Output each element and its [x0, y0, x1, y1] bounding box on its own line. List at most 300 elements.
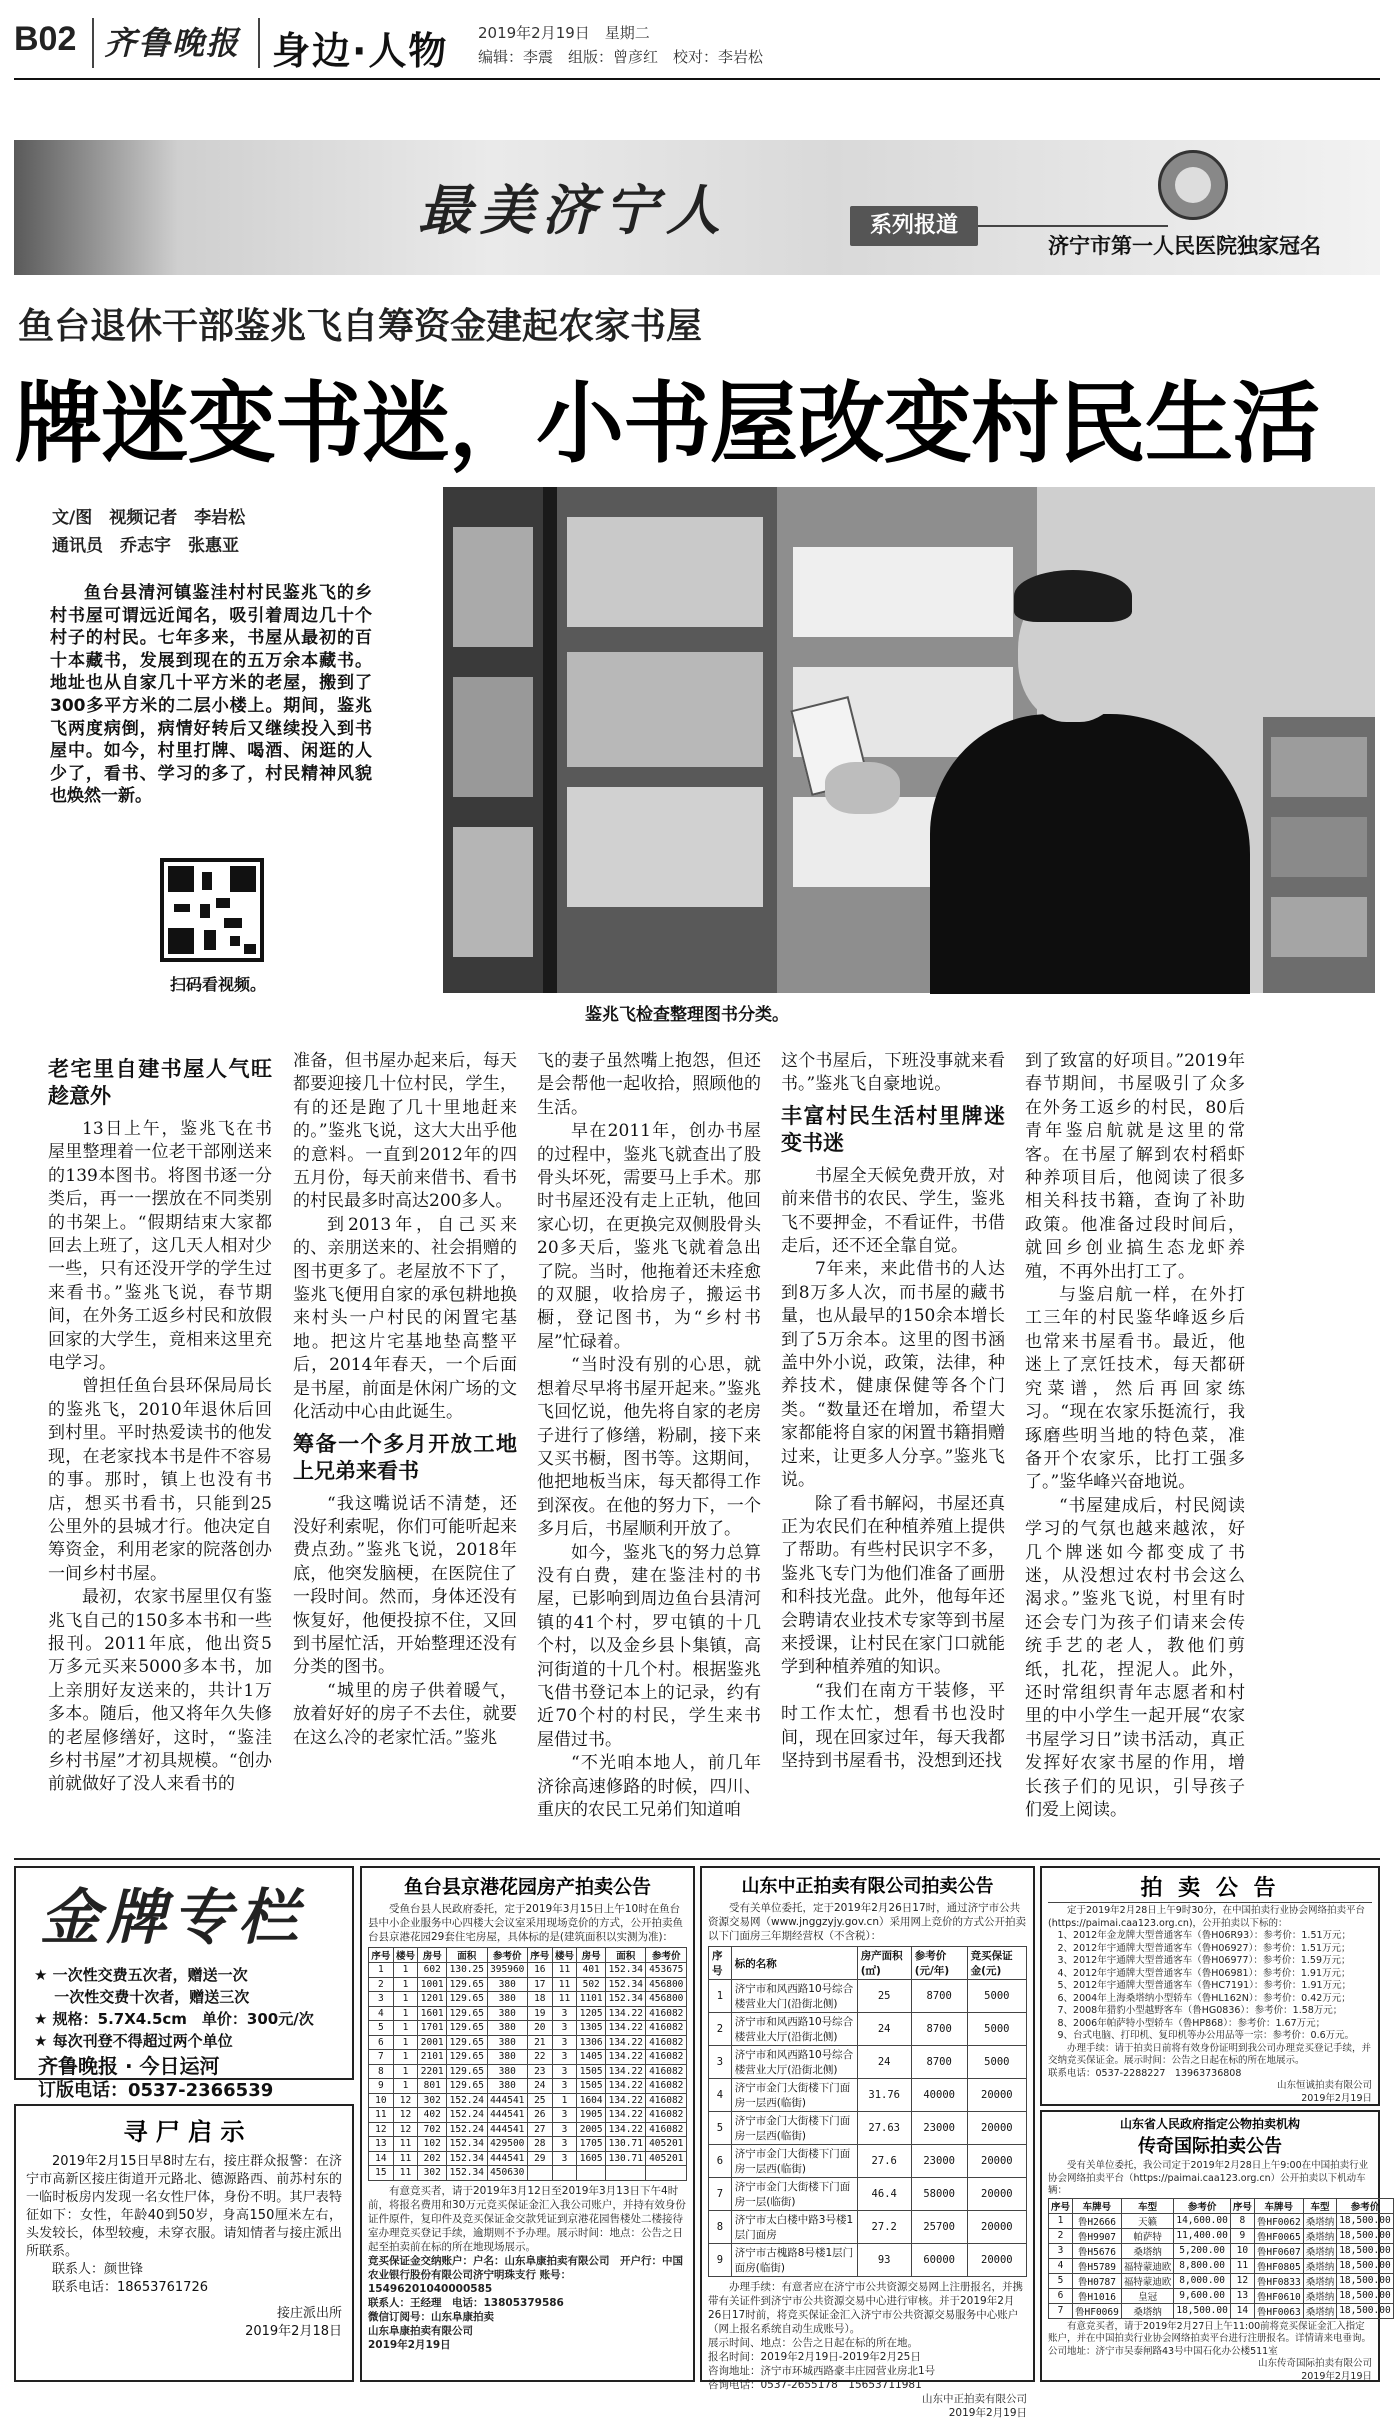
- table-cell: 桑塔纳: [1303, 2273, 1337, 2288]
- chuanqi-table: [1048, 2198, 1394, 2319]
- table-header-cell: 车型: [1121, 2198, 1174, 2213]
- table-cell: 28: [527, 2137, 552, 2152]
- table-cell: 11: [369, 2108, 394, 2123]
- table-cell: 桑塔纳: [1303, 2243, 1337, 2258]
- table-cell: 3: [552, 2064, 577, 2079]
- chuanqi-head: 山东省人民政府指定公物拍卖机构: [1119, 2117, 1300, 2131]
- table-cell: 24: [527, 2079, 552, 2094]
- staff-line: 编辑：李震 组版：曾彦红 校对：李岩松: [478, 48, 764, 66]
- table-cell: 9: [709, 2244, 732, 2277]
- table-cell: 26: [527, 2108, 552, 2123]
- table-cell: 380: [487, 1977, 527, 1992]
- ad-zhongzheng: [700, 1866, 1035, 2419]
- body-paragraph: 13日上午，鉴兆飞在书屋里整理着一位老干部刚送来的139本图书。将图书逐一分类后，再一一摆放在不同类别的书架上。“假期结束大家都回去上班了，这几天人相对少一些，只有还没开学的学生过来看书。”鉴兆飞说，春节期间，在外务工返乡村民和放假回家的大学生，竟相来这里充电学习。: [48, 1119, 272, 1374]
- body-paragraph: “城里的房子供着暖气，放着好好的房子不去住，就要在这么冷的老家忙活。”鉴兆: [293, 1680, 517, 1748]
- table-cell: 桑塔纳: [1303, 2213, 1337, 2228]
- jinpai-phone: 订版电话：0537-2366539: [38, 2080, 274, 2101]
- table-cell: 456800: [646, 1977, 687, 1992]
- zhongzheng-title: 山东中正拍卖有限公司拍卖公告: [741, 1876, 994, 1897]
- section-title: 身边·人物: [272, 29, 449, 73]
- table-cell: 134.22: [606, 2122, 646, 2137]
- table-cell: 鲁HF0805: [1254, 2258, 1303, 2273]
- table-cell: 20000: [967, 2145, 1026, 2178]
- table-row: [709, 1980, 1027, 2013]
- table-cell: 桑塔纳: [1303, 2303, 1337, 2318]
- table-cell: 405201: [646, 2151, 687, 2166]
- table-cell: 129.65: [447, 2006, 487, 2021]
- table-cell: 福特蒙迪欧: [1121, 2258, 1174, 2273]
- table-cell: 5000: [967, 2013, 1026, 2046]
- paimai-items: [1048, 1930, 1372, 2043]
- table-cell: 134.22: [606, 2006, 646, 2021]
- qr-code-icon[interactable]: [160, 858, 264, 962]
- table-cell: 8: [369, 2064, 394, 2079]
- table-cell: 12: [1230, 2273, 1254, 2288]
- table-cell: 3: [552, 2108, 577, 2123]
- table-cell: 2: [369, 1977, 394, 1992]
- table-cell: 46.4: [857, 2178, 911, 2211]
- yutai-wechat: 微信订阅号：山东阜康拍卖: [368, 2310, 494, 2323]
- table-cell: 鲁HF0063: [1254, 2303, 1303, 2318]
- table-cell: 鲁HF0065: [1254, 2228, 1303, 2243]
- table-cell: 152.34: [606, 1992, 646, 2007]
- table-cell: 5: [709, 2112, 732, 2145]
- table-cell: 129.65: [447, 2079, 487, 2094]
- table-row: [709, 2178, 1027, 2211]
- table-header-cell: 序号: [1230, 2198, 1254, 2213]
- table-cell: 1305: [577, 2021, 606, 2036]
- table-cell: 9,600.00: [1174, 2288, 1230, 2303]
- table-cell: 60000: [911, 2244, 967, 2277]
- table-cell: 18,500.00: [1337, 2273, 1393, 2288]
- table-cell: 济宁市金门大街楼下门面房一层西(临街): [731, 2112, 857, 2145]
- body-paragraph: “不光咱本地人，前几年济徐高速修路的时候，四川、重庆的农民工兄弟们知道咱: [537, 1753, 761, 1820]
- table-header-cell: 房号: [577, 1948, 606, 1963]
- photo-person: [930, 714, 1250, 994]
- table-cell: 3: [552, 2079, 577, 2094]
- auction-item: 1、2012年金龙牌大型普通客车（鲁H06R93）：参考价：1.51万元；: [1057, 1930, 1352, 1941]
- table-cell: 天籁: [1121, 2213, 1174, 2228]
- yutai-contact: 联系人：王经理 电话：13805379586: [368, 2296, 564, 2309]
- table-row: [709, 2079, 1027, 2112]
- table-cell: 1: [709, 1980, 732, 2013]
- table-cell: 1405: [577, 2050, 606, 2065]
- table-cell: 14: [1230, 2303, 1254, 2318]
- table-row: [369, 2108, 687, 2123]
- table-cell: 405201: [646, 2137, 687, 2152]
- auction-item: 6、2004年上海桑塔纳小型轿车（鲁HL162N）：参考价：0.42万元；: [1057, 1992, 1351, 2004]
- table-cell: 1505: [577, 2079, 606, 2094]
- auction-item: 8、2006年帕萨特小型轿车（鲁HP868）：参考价：1.67万元；: [1057, 2017, 1326, 2029]
- table-cell: 12: [369, 2122, 394, 2137]
- table-cell: 152.34: [447, 2166, 487, 2181]
- table-cell: 1605: [577, 2151, 606, 2166]
- table-row: [369, 1992, 687, 2007]
- table-cell: 桑塔纳: [1303, 2258, 1337, 2273]
- jinpai-paper: 齐鲁晚报 · 今日运河: [38, 2054, 220, 2078]
- table-cell: 2: [1049, 2228, 1073, 2243]
- table-cell: 7: [709, 2178, 732, 2211]
- table-cell: 3: [552, 2006, 577, 2021]
- hospital-logo-icon: [1158, 150, 1228, 220]
- article-headline: 牌迷变书迷，小书屋改变村民生活: [14, 372, 1320, 475]
- xunshi-title: 寻 尸 启 示: [123, 2118, 245, 2146]
- table-cell: 202: [418, 2151, 447, 2166]
- table-cell: 380: [487, 2050, 527, 2065]
- zhongzheng-phone: 咨询电话：0537-2655178 15653711981: [708, 2379, 922, 2391]
- table-cell: 3: [709, 2046, 732, 2079]
- table-cell: 11: [393, 2151, 418, 2166]
- body-paragraph: 如今，鉴兆飞的努力总算没有白费，建在鉴洼村的书屋，已影响到周边鱼台县清河镇的41个村，罗屯镇的十几个村，以及金乡县卜集镇，高河街道的十几个村。根据鉴兆飞借书登记本上的记录，约有近70个村的村民，学生来书屋借过书。: [537, 1542, 761, 1750]
- table-cell: 380: [487, 2021, 527, 2036]
- table-cell: 29: [527, 2151, 552, 2166]
- banner-line: [978, 225, 1168, 227]
- auction-item: 2、2012年宇通牌大型普通客车（鲁H06927）：参考价：1.51万元；: [1057, 1942, 1351, 1954]
- table-cell: 5000: [967, 1980, 1026, 2013]
- table-cell: 8700: [911, 2013, 967, 2046]
- table-cell: 11: [552, 1992, 577, 2007]
- table-cell: 1101: [577, 1992, 606, 2007]
- table-cell: 22: [527, 2050, 552, 2065]
- table-row: [369, 2021, 687, 2036]
- table-cell: 18: [527, 1992, 552, 2007]
- table-header-cell: 楼号: [393, 1948, 418, 1963]
- table-cell: 456800: [646, 1992, 687, 2007]
- table-row: [369, 2079, 687, 2094]
- table-cell: 1: [393, 1977, 418, 1992]
- table-cell: 4: [1049, 2258, 1073, 2273]
- table-cell: 18,500.00: [1337, 2228, 1393, 2243]
- zhongzheng-enroll: 报名时间：2019年2月19日-2019年2月25日: [708, 2351, 921, 2363]
- table-cell: 鲁HF0833: [1254, 2273, 1303, 2288]
- jinpai-line: ★ 每次刊登不得超过两个单位: [34, 2032, 233, 2050]
- table-cell: 12: [393, 2093, 418, 2108]
- date-line: 2019年2月19日 星期二: [478, 24, 650, 42]
- table-cell: 8: [1230, 2213, 1254, 2228]
- table-cell: 152.24: [447, 2122, 487, 2137]
- table-row: [1049, 2228, 1394, 2243]
- header-rule: [14, 78, 1380, 80]
- table-cell: 桑塔纳: [1303, 2288, 1337, 2303]
- section-heading: 丰富村民生活村里牌迷变书迷: [781, 1103, 1005, 1155]
- table-cell: 1604: [577, 2093, 606, 2108]
- table-cell: 58000: [911, 2178, 967, 2211]
- table-cell: 20: [527, 2021, 552, 2036]
- table-cell: 444541: [487, 2122, 527, 2137]
- paimai-date: 2019年2月19日: [1301, 2092, 1372, 2104]
- chuanqi-title: 传奇国际拍卖公告: [1138, 2136, 1282, 2157]
- chuanqi-company: 山东传奇国际拍卖有限公司: [1257, 2358, 1372, 2369]
- table-cell: 25: [857, 1980, 911, 2013]
- body-paragraph: “书屋建成后，村民阅读学习的气氛也越来越浓，好几个牌迷如今都变成了书迷，从没想过农村书会这么渴求。”鉴兆飞说，村里有时还会专门为孩子们请来会传统手艺的老人，教他们剪纸，扎花，捏泥人。此外，还时常组织青年志愿者和村里的中小学生一起开展“农家书屋学习日”读书活动，真正发挥好农家书屋的作用，增长孩子们的见识，引导孩子们爱上阅读。: [1025, 1495, 1245, 1820]
- table-cell: 6: [1049, 2288, 1073, 2303]
- table-cell: 5000: [967, 2046, 1026, 2079]
- table-cell: 5: [369, 2021, 394, 2036]
- zhongzheng-table: [708, 1946, 1027, 2277]
- table-cell: 8,800.00: [1174, 2258, 1230, 2273]
- table-cell: 401: [577, 1963, 606, 1978]
- table-cell: 18,500.00: [1174, 2303, 1230, 2318]
- article-lede: 鱼台县清河镇鉴洼村村民鉴兆飞的乡村书屋可谓远近闻名，吸引着周边几十个村子的村民。七年多来，书屋从最初的百十本藏书，发展到现在的五万余本藏书。地址也从自家几十平方米的老屋，搬到了300多平方米的二层小楼上。期间，鉴兆飞两度病倒，病情好转后又继续投入到书屋中。如今，村里打牌、喝酒、闲逛的人少了，看书、学习的多了，村民精神风貌也焕然一新。: [50, 583, 372, 807]
- table-header-cell: 序号: [527, 1948, 552, 1963]
- table-cell: 4: [369, 2006, 394, 2021]
- table-cell: 帕萨特: [1121, 2228, 1174, 2243]
- yutai-title: 鱼台县京港花园房产拍卖公告: [403, 1876, 651, 1898]
- table-cell: 8: [709, 2211, 732, 2244]
- table-cell: 129.65: [447, 2064, 487, 2079]
- body-paragraph: 飞的妻子虽然嘴上抱怨，但还是会帮他一起收拾，照顾他的生活。: [537, 1051, 761, 1118]
- table-cell: 102: [418, 2137, 447, 2152]
- paimai-intro: 定于2019年2月28日上午9时30分，在中国拍卖行业协会网络拍卖平台(https://paimai.caa123.org.cn)，公开拍卖以下标的：: [1048, 1905, 1365, 1929]
- table-cell: 1: [552, 2093, 577, 2108]
- table-cell: 1: [393, 1992, 418, 2007]
- table-cell: 鲁H2666: [1073, 2213, 1122, 2228]
- byline: 文/图 视频记者 李岩松: [52, 508, 246, 528]
- table-cell: 134.22: [606, 2108, 646, 2123]
- table-cell: 1306: [577, 2035, 606, 2050]
- xunshi-phone: 联系电话：18653761726: [52, 2280, 208, 2295]
- chuanqi-footer: 有意竞买者，请于2019年2月27日上午11:00前将竞买保证金汇入指定账户，并在中国拍卖行业协会网络拍卖平台进行注册报名。详情请来电垂询。: [1048, 2320, 1372, 2344]
- table-cell: 134.22: [606, 2079, 646, 2094]
- table-cell: 16: [527, 1963, 552, 1978]
- table-cell: 380: [487, 2079, 527, 2094]
- table-cell: 3: [552, 2122, 577, 2137]
- table-header-cell: 楼号: [552, 1948, 577, 1963]
- table-cell: 13: [369, 2137, 394, 2152]
- paimai-title: 拍 卖 公 告: [1048, 1871, 1372, 1903]
- xunshi-body: 2019年2月15日早8时左右，接庄群众报警：在济宁市高新区接庄街道开元路北、德源路西、前苏村东的一临时板房内发现一名女性尸体，身份不明。其尸表特征如下：女性，年龄40到50岁，身高150厘米左右，头发较长，体型较瘦，未穿衣服。请知情者与接庄派出所联系。: [26, 2154, 342, 2259]
- ad-section-divider: [14, 1858, 1380, 1860]
- table-cell: 18,500.00: [1337, 2258, 1393, 2273]
- table-cell: 429500: [487, 2137, 527, 2152]
- byline: 通讯员 乔志宇 张惠亚: [52, 536, 239, 556]
- table-cell: 3: [552, 2151, 577, 2166]
- body-column-5: [1025, 1050, 1245, 1852]
- table-cell: 3: [552, 2050, 577, 2065]
- table-cell: 380: [487, 2006, 527, 2021]
- jinpai-line: ★ 一次性交费五次者，赠送一次: [34, 1966, 248, 1984]
- table-cell: 1505: [577, 2064, 606, 2079]
- table-cell: 15: [369, 2166, 394, 2181]
- table-row: [369, 2064, 687, 2079]
- table-cell: 444541: [487, 2093, 527, 2108]
- table-cell: 416082: [646, 2122, 687, 2137]
- table-cell: 10: [369, 2093, 394, 2108]
- auction-item: 9、台式电脑、打印机、复印机等办公用品等一宗：参考价：0.6万元。: [1057, 2030, 1355, 2041]
- table-cell: 380: [487, 2035, 527, 2050]
- table-cell: 1: [393, 2006, 418, 2021]
- yutai-account: 竞买保证金交纳账户：户名：山东阜康拍卖有限公司 开户行：中国农业银行股份有限公司济宁明珠支行 账号：15496201040000585: [368, 2254, 683, 2295]
- table-cell: 134.22: [606, 2021, 646, 2036]
- table-cell: 13: [1230, 2288, 1254, 2303]
- table-header-cell: 参考价: [1337, 2198, 1393, 2213]
- table-cell: 129.65: [447, 1992, 487, 2007]
- table-header-cell: 车型: [1303, 2198, 1337, 2213]
- table-row: [369, 2035, 687, 2050]
- table-cell: 1701: [418, 2021, 447, 2036]
- body-paragraph: “当时没有别的心思，就想着尽早将书屋开起来。”鉴兆飞回忆说，他先将自家的老房子进行了修缮，粉刷，接下来又买书橱，图书等。这期间，他把地板当床，每天都得工作到深夜。在他的努力下，一个多月后，书屋顺利开放了。: [537, 1355, 761, 1540]
- table-cell: [646, 2166, 687, 2181]
- table-row: [1049, 2243, 1394, 2258]
- table-cell: 18,500.00: [1337, 2303, 1393, 2318]
- zhongzheng-date: 2019年2月19日: [948, 2407, 1027, 2419]
- table-row: [1049, 2273, 1394, 2288]
- table-cell: 鲁H0787: [1073, 2273, 1122, 2288]
- table-cell: 14: [369, 2151, 394, 2166]
- table-cell: 450630: [487, 2166, 527, 2181]
- table-cell: 10: [1230, 2243, 1254, 2258]
- table-cell: 2201: [418, 2064, 447, 2079]
- table-header-cell: 参考价: [1174, 2198, 1230, 2213]
- table-cell: 鲁H1016: [1073, 2288, 1122, 2303]
- table-cell: 416082: [646, 2035, 687, 2050]
- table-cell: 鲁HF0069: [1073, 2303, 1122, 2318]
- table-cell: 8700: [911, 2046, 967, 2079]
- table-cell: 130.71: [606, 2137, 646, 2152]
- table-cell: 416082: [646, 2006, 687, 2021]
- table-header-cell: 车牌号: [1073, 2198, 1122, 2213]
- table-cell: 453675: [646, 1963, 687, 1978]
- table-header-cell: 标的名称: [731, 1947, 857, 1980]
- body-paragraph: 到2013年，自己买来的、亲朋送来的、社会捐赠的图书更多了。老屋放不下了，鉴兆飞便用自家的承包耕地换来村头一户村民的闲置宅基地。把这片宅基地垫高整平后，2014年春天，一个后面是书屋，前面是休闲广场的文化活动中心由此诞生。: [293, 1214, 517, 1423]
- xunshi-contact: 联系人：颜世锋: [52, 2262, 144, 2277]
- jinpai-line: 一次性交费十次者，赠送三次: [34, 1988, 250, 2006]
- table-cell: 5: [1049, 2273, 1073, 2288]
- table-row: [709, 2211, 1027, 2244]
- ad-paimai: [1040, 1866, 1380, 2106]
- table-cell: 152.34: [606, 1963, 646, 1978]
- table-cell: 9: [369, 2079, 394, 2094]
- ad-xunshi: [14, 2104, 354, 2382]
- section-heading: 老宅里自建书屋人气旺趁意外: [48, 1057, 272, 1108]
- table-row: [709, 2145, 1027, 2178]
- table-cell: 24: [857, 2046, 911, 2079]
- table-cell: 3: [552, 2137, 577, 2152]
- table-cell: 129.65: [447, 2050, 487, 2065]
- table-cell: 302: [418, 2093, 447, 2108]
- ad-yutai: [360, 1866, 695, 2382]
- table-cell: 9: [1230, 2228, 1254, 2243]
- header-divider: [92, 18, 94, 68]
- table-cell: 鲁HF0062: [1254, 2213, 1303, 2228]
- table-row: [369, 2122, 687, 2137]
- table-cell: 23: [527, 2064, 552, 2079]
- photo-hand: [825, 762, 900, 814]
- table-cell: 444541: [487, 2151, 527, 2166]
- table-cell: 2101: [418, 2050, 447, 2065]
- table-row: [709, 2013, 1027, 2046]
- body-paragraph: 准备，但书屋办起来后，每天都要迎接几十位村民，学生，有的还是跑了几十里地赶来的。”鉴兆飞说，这大大出乎他的意料。一直到2012年的四五月份，每天前来借书、看书的村民最多时高达200多人。: [293, 1051, 517, 1212]
- body-paragraph: 到了致富的好项目。”2019年春节期间，书屋吸引了众多在外务工返乡的村民，80后青年鉴启航就是这里的常客。在书屋了解到农村稻虾种养项目后，他阅读了很多相关科技书籍，查询了补助政策。他准备过段时间后，就回乡创业搞生态龙虾养殖，不再外出打工了。: [1025, 1051, 1245, 1282]
- table-cell: 桑塔纳: [1121, 2303, 1174, 2318]
- table-cell: 皇冠: [1121, 2288, 1174, 2303]
- table-cell: 济宁市太白楼中路3号楼1层门面房: [731, 2211, 857, 2244]
- article-subtitle: 鱼台退休干部鉴兆飞自筹资金建起农家书屋: [18, 306, 703, 347]
- table-cell: 23000: [911, 2112, 967, 2145]
- table-cell: 395960: [487, 1963, 527, 1978]
- table-cell: 2: [709, 2013, 732, 2046]
- table-cell: 416082: [646, 2079, 687, 2094]
- table-cell: 3: [552, 2035, 577, 2050]
- yutai-table: [368, 1947, 687, 2181]
- table-row: [709, 2046, 1027, 2079]
- jinpai-title: 金牌专栏: [40, 1883, 304, 1953]
- table-cell: 鲁HF0610: [1254, 2288, 1303, 2303]
- table-cell: 416082: [646, 2093, 687, 2108]
- sponsor-name: 济宁市第一人民医院独家冠名: [1048, 234, 1321, 258]
- table-cell: 129.65: [447, 2021, 487, 2036]
- table-cell: [552, 2166, 577, 2181]
- table-cell: 93: [857, 2244, 911, 2277]
- table-cell: 3: [369, 1992, 394, 2007]
- table-cell: 1601: [418, 2006, 447, 2021]
- table-cell: 502: [577, 1977, 606, 1992]
- body-paragraph: 7年来，来此借书的人达到8万多人次，而书屋的藏书量，也从最早的150余本增长到了5万余本。这里的图书涵盖中外小说，政策，法律，种养技术，健康保健等各个门类。“数量还在增加，希望大家都能将自家的闲置书籍捐赠过来，让更多人分享。”鉴兆飞说。: [781, 1259, 1005, 1491]
- body-paragraph: 这个书屋后，下班没事就来看书。”鉴兆飞自豪地说。: [781, 1051, 1005, 1095]
- paimai-footer: 办理手续：请于拍卖日前将有效身份证明到我公司办理竞买登记手续，并交纳竞买保证金。展示时间：公告之日起在标的所在地展示。: [1048, 2042, 1372, 2066]
- zhongzheng-intro: 受有关单位委托，定于2019年2月26日17时，通过济宁市公共资源交易网（www.jnggzyjy.gov.cn）采用网上竞价的方式公开拍卖以下门面房三年期经营权（不含税）：: [708, 1902, 1026, 1942]
- table-cell: 济宁市古槐路8号楼1层门面房(临街): [731, 2244, 857, 2277]
- table-row: [1049, 2258, 1394, 2273]
- table-cell: 416082: [646, 2050, 687, 2065]
- table-cell: 14,600.00: [1174, 2213, 1230, 2228]
- table-cell: 20000: [967, 2112, 1026, 2145]
- table-cell: 11,400.00: [1174, 2228, 1230, 2243]
- table-cell: 3: [552, 2021, 577, 2036]
- body-column-2: [293, 1050, 517, 1852]
- table-cell: 19: [527, 2006, 552, 2021]
- table-cell: 济宁市和风西路10号综合楼营业大厅(沿街北侧): [731, 2046, 857, 2079]
- yutai-footer: 有意竞买者，请于2019年3月12日至2019年3月13日下午4时前，将报名费用和30万元竞买保证金汇入我公司账户，并持有效身份证件原件，复印件及竞买保证金交款凭证到京港花园售楼处二楼接待室办理竞买登记手续，逾期则不予办理。展示时间：地点：公告之日起至拍卖前在标的所在地现场展示。: [368, 2184, 686, 2253]
- table-cell: 1905: [577, 2108, 606, 2123]
- auction-item: 4、2012年宇通牌大型普通客车（鲁H06981）：参考价：1.91万元；: [1057, 1967, 1351, 1979]
- table-cell: 17: [527, 1977, 552, 1992]
- table-cell: 152.34: [447, 2151, 487, 2166]
- auction-item: 7、2008年猎豹小型越野客车（鲁HG0836）：参考价：1.58万元；: [1057, 2005, 1343, 2016]
- yutai-intro: 受鱼台县人民政府委托，定于2019年3月15日上午10时在鱼台县中小企业服务中心四楼大会议室采用现场竞价的方式，公开拍卖鱼台县京港花园29套住宅房屋，具体标的是(建筑面积以实测为准)：: [368, 1903, 683, 1943]
- table-cell: 8,000.00: [1174, 2273, 1230, 2288]
- table-row: [369, 2006, 687, 2021]
- table-cell: 11: [552, 1963, 577, 1978]
- table-cell: 20000: [967, 2211, 1026, 2244]
- table-cell: 380: [487, 2064, 527, 2079]
- table-cell: 31.76: [857, 2079, 911, 2112]
- table-row: [369, 1963, 687, 1978]
- table-cell: 桑塔纳: [1303, 2228, 1337, 2243]
- table-row: [1049, 2303, 1394, 2318]
- table-cell: 130.71: [606, 2151, 646, 2166]
- table-cell: 18,500.00: [1337, 2243, 1393, 2258]
- table-cell: 2001: [418, 2035, 447, 2050]
- series-tag: 系列报道: [850, 206, 978, 246]
- zhongzheng-company: 山东中正拍卖有限公司: [922, 2393, 1027, 2405]
- table-cell: 1: [393, 2021, 418, 2036]
- table-cell: 2005: [577, 2122, 606, 2137]
- table-cell: 1: [393, 2035, 418, 2050]
- qr-caption: 扫码看视频。: [170, 975, 267, 994]
- table-cell: 130.25: [447, 1963, 487, 1978]
- body-paragraph: “我这嘴说话不清楚，还没好利索呢，你们可能听起来费点劲。”鉴兆飞说，2018年底，他突发脑梗，在医院住了一段时间。然而，身体还没有恢复好，他便投掠不住，又回到书屋忙活，开始整理还没有分类的图书。: [293, 1493, 517, 1678]
- table-cell: 416082: [646, 2021, 687, 2036]
- table-cell: 11: [393, 2137, 418, 2152]
- body-paragraph: 与鉴启航一样，在外打工三年的村民鉴华峰返乡后也常来书屋看书。最近，他迷上了烹饪技术，每天都研究菜谱，然后再回家练习。“现在农家乐挺流行，我琢磨些明当地的特色菜，准备开个农家乐，比打工强多了。”鉴华峰兴奋地说。: [1025, 1285, 1245, 1493]
- table-row: [369, 2050, 687, 2065]
- table-cell: 134.22: [606, 2093, 646, 2108]
- table-header-cell: 竞买保证金(元): [967, 1947, 1026, 1980]
- table-cell: 1: [393, 2079, 418, 2094]
- table-row: [1049, 2213, 1394, 2228]
- table-cell: 18,500.00: [1337, 2213, 1393, 2228]
